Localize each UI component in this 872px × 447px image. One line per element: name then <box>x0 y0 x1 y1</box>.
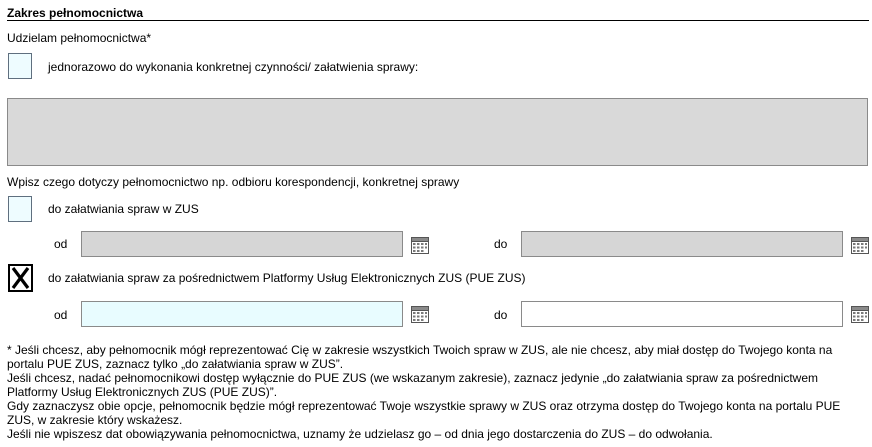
footnote: Jeśli chcesz, nadać pełnomocnikowi dostęp wyłącznie do PUE ZUS (we wskazanym zakresie), zaznacz jedynie „do załatwiania spraw za pośrednictwem Platformy Usług Elektronicznych ZUS (PUE ZUS)”. <box>7 371 819 399</box>
pue-to-date-input[interactable] <box>521 301 843 327</box>
pue-from-label: od <box>54 308 68 322</box>
calendar-icon[interactable] <box>411 236 429 257</box>
checkbox-one-time[interactable] <box>8 53 32 79</box>
zus-to-label: do <box>494 237 508 251</box>
zus-to-date-input[interactable] <box>521 231 843 257</box>
option-one-time-label: jednorazowo do wykonania konkretnej czynności/ załatwienia sprawy: <box>48 60 419 74</box>
option-zus-label: do załatwiania spraw w ZUS <box>48 202 199 216</box>
calendar-icon[interactable] <box>411 305 429 326</box>
pue-from-date-input[interactable] <box>81 301 403 327</box>
calendar-icon[interactable] <box>851 305 869 326</box>
footnote: Gdy zaznaczysz obie opcje, pełnomocnik będzie mógł reprezentować Twoje wszystkie sprawy w ZUS oraz otrzyma dostęp do Twojego konta na portalu PUE ZUS, w zakresie który wskażesz. <box>7 399 841 427</box>
section-title: Zakres pełnomocnictwa <box>7 6 144 20</box>
option-pue-zus-label: do załatwiania spraw za pośrednictwem Platformy Usług Elektronicznych ZUS (PUE ZUS) <box>48 271 526 285</box>
checkbox-zus[interactable] <box>8 196 32 222</box>
one-time-hint: Wpisz czego dotyczy pełnomocnictwo np. odbioru korespondencji, konkretnej sprawy <box>7 175 460 189</box>
zus-from-date-input[interactable] <box>81 231 403 257</box>
footnote: Jeśli nie wpiszesz dat obowiązywania pełnomocnictwa, uznamy że udzielasz go – od dnia jego dostarczenia do ZUS – do odwołania. <box>7 427 713 441</box>
zus-from-label: od <box>54 237 68 251</box>
x-check-icon <box>10 266 31 290</box>
section-divider <box>7 20 869 21</box>
pue-to-label: do <box>494 308 508 322</box>
footnote: * Jeśli chcesz, aby pełnomocnik mógł reprezentować Cię w zakresie wszystkich Twoich spraw w ZUS, ale nie chcesz, aby miał dostęp do Twojego konta na portalu PUE ZUS, zaznacz tylko „do załatwiania spraw w ZUS”. <box>7 343 833 371</box>
calendar-icon[interactable] <box>851 236 869 257</box>
grant-label: Udzielam pełnomocnictwa* <box>7 31 152 45</box>
one-time-description-textarea[interactable] <box>7 98 868 166</box>
checkbox-pue-zus[interactable] <box>8 264 33 292</box>
footnotes <box>7 343 867 441</box>
